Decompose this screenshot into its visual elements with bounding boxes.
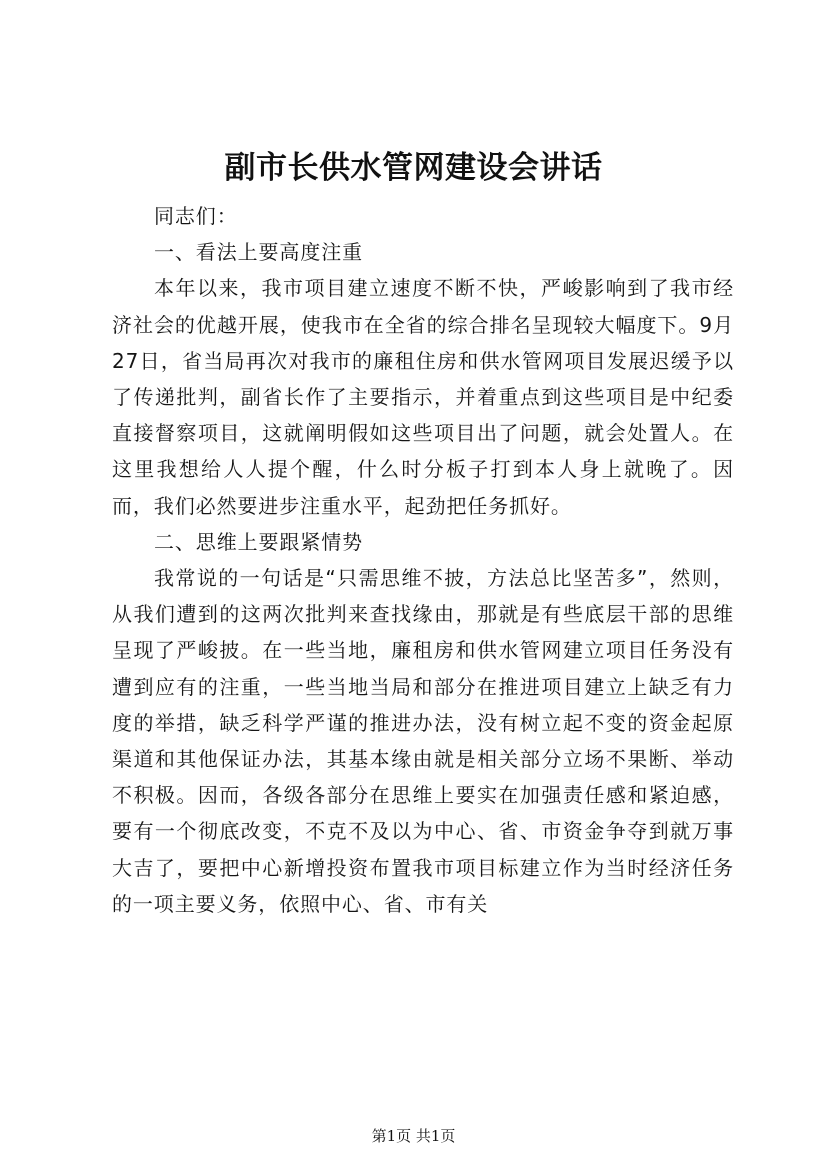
document-body <box>112 198 734 922</box>
section-paragraph-1: 本年以来，我市项目建立速度不断不快，严峻影响到了我市经济社会的优越开展，使我市在全省的综合排名呈现较大幅度下。9月27日，省当局再次对我市的廉租住房和供水管网项目发展迟缓予以了传递批判，副省长作了主要指示，并着重点到这些项目是中纪委直接督察项目，这就阐明假如这些项目出了问题，就会处置人。在这里我想给人人提个醒，什么时分板子打到本人身上就晚了。因而，我们必然要进步注重水平，起劲把任务抓好。 <box>112 276 734 518</box>
section-heading-1: 一、看法上要高度注重 <box>154 240 363 265</box>
document-title: 副市长供水管网建设会讲话 <box>224 150 603 186</box>
section-paragraph-2: 我常说的一句话是“只需思维不披，方法总比坚苦多”，然则，从我们遭到的这两次批判来查找缘由，那就是有些底层干部的思维呈现了严峻披。在一些当地，廉租房和供水管网建立项目任务没有遭到应有的注重，一些当地当局和部分在推进项目建立上缺乏有力度的举措，缺乏科学严谨的推进办法，没有树立起不变的资金起原渠道和其他保证办法，其基本缘由就是相关部分立场不果断、举动不积极。因而，各级各部分在思维上要实在加强责任感和紧迫感，要有一个彻底改变，不克不及以为中心、省、市资金争夺到就万事大吉了，要把中心新增投资布置我市项目标建立作为当时经济任务的一项主要义务，依照中心、省、市有关 <box>112 566 734 916</box>
section-heading-2: 二、思维上要跟紧情势 <box>154 529 363 554</box>
page-number-label: 第1页 共1页 <box>371 1127 456 1145</box>
page-footer <box>0 1126 827 1146</box>
salutation: 同志们： <box>154 204 238 228</box>
